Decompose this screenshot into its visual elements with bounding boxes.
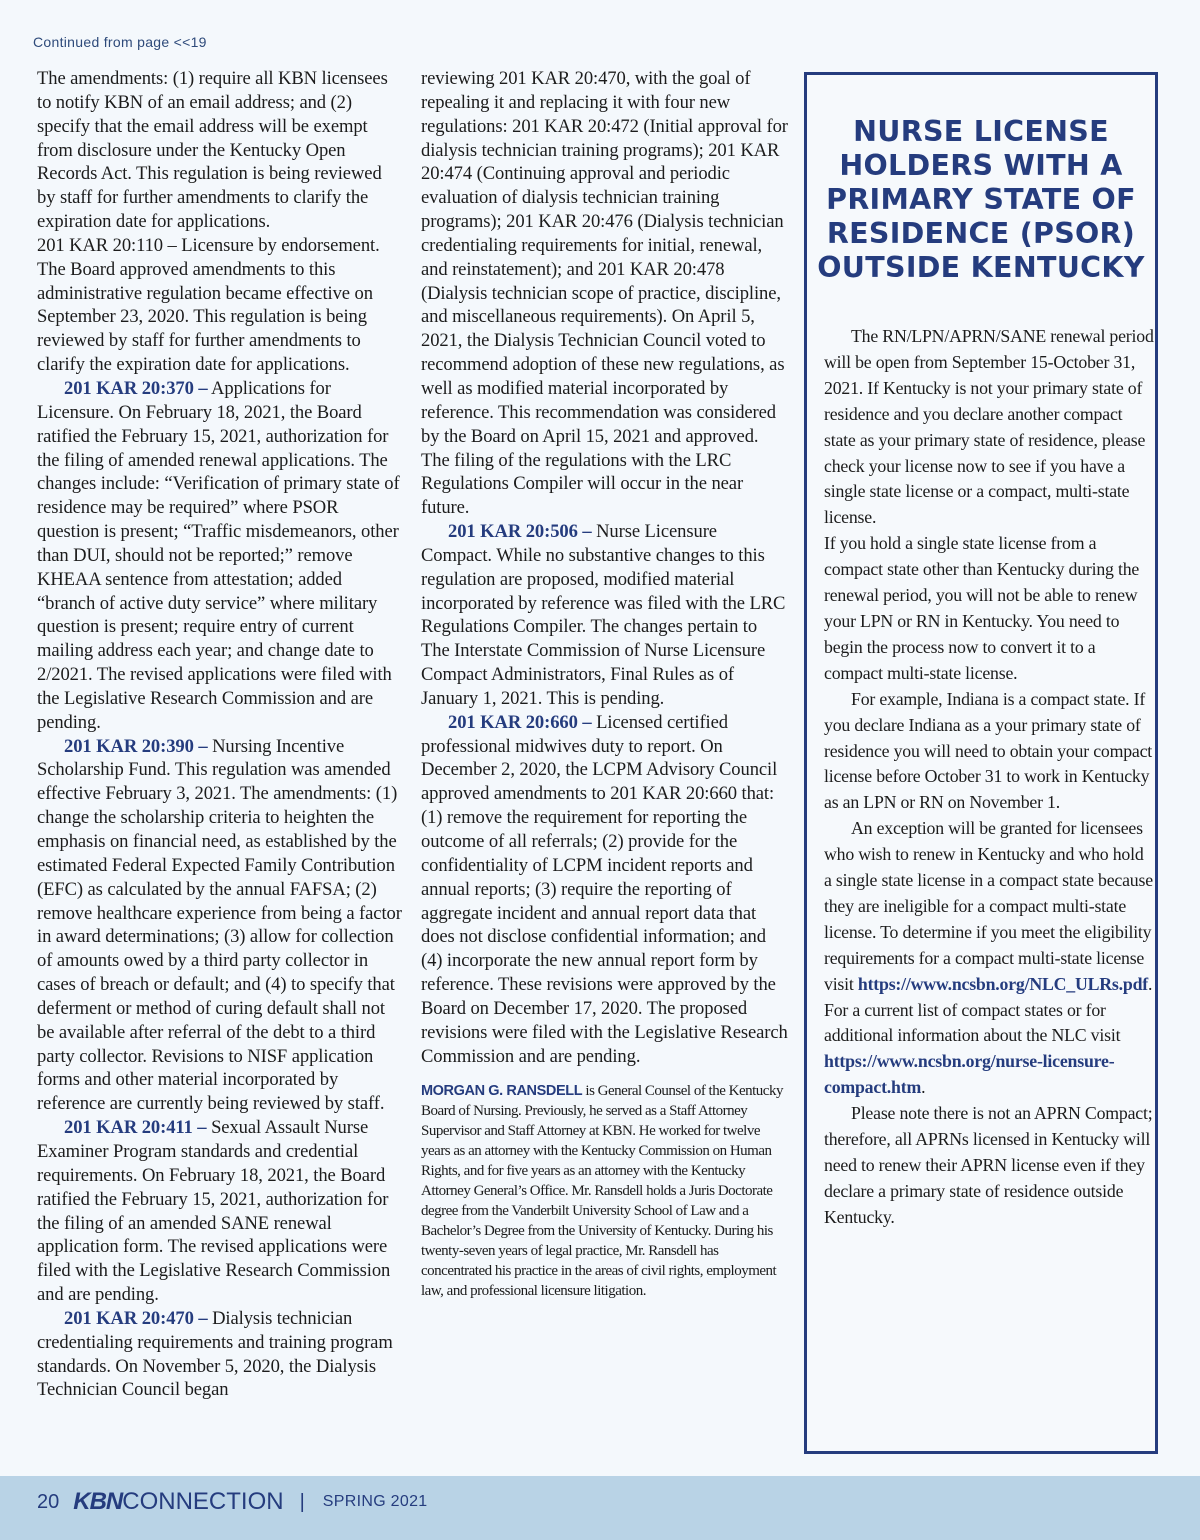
article-column-2: [421, 67, 789, 1301]
article-column-1: [37, 67, 402, 1402]
sidebar-title: NURSE LICENSE HOLDERS WITH A PRIMARY STATE OF RESIDENCE (PSOR) OUTSIDE KENTUCKY: [817, 115, 1145, 284]
ncsbn-ulrs-link[interactable]: https://www.ncsbn.org/NLC_ULRs.pdf: [857, 973, 1148, 994]
footer-separator: |: [299, 1490, 305, 1513]
logo-connection: CONNECTION: [122, 1488, 284, 1515]
sidebar-paragraph-aprn: Please note there is not an APRN Compact; therefore, all APRNs licensed in Kentucky will need to renew their APRN license even if they declare a primary state of residence outside Kentucky.: [824, 1103, 1153, 1227]
page-number: 20: [37, 1490, 60, 1513]
continued-from-note: Continued from page <<19: [33, 34, 207, 50]
exception-text: An exception will be granted for licensees who wish to renew in Kentucky and who hold a single state license in a compact state because they are ineligible for a compact multi-state license. To determine if you meet the eligibility requirements for a compact multi-state license visit: [824, 818, 1153, 994]
section-kar-20-370: [37, 377, 402, 735]
author-bio: [421, 1082, 789, 1301]
kar-20-660-text: Licensed certified professional midwives duty to report. On December 2, 2020, the LCPM Advisory Council approved amendments to 201 KAR 20:660 that: (1) remove the requirement for reporting the outcome of all referrals; (2) provide for the confidentiality of LCPM incident reports and annual reports; (3) require the reporting of aggregate incident and annual report data that does not disclose confidential information; and (4) incorporate the new annual report form by reference. These revisions were approved by the Board on December 17, 2020. The proposed revisions were filed with the Legislative Research Commission and are pending.: [421, 711, 788, 1067]
section-kar-20-390: [37, 735, 402, 1117]
sidebar-paragraph-renewal: The RN/LPN/APRN/SANE renewal period will be open from September 15-October 31, 2021. If Kentucky is not your primary state of residence and you declare another compact state as your primary state of residence, please check your license now to see if you have a single state license or a compact, multi-state license.: [824, 326, 1154, 528]
kar-20-506-text: Nurse Licensure Compact. While no substantive changes to this regulation are proposed, modified material incorporated by reference was filed with the LRC Regulations Compiler. The changes pertain to The Interstate Commission of Nurse Licensure Compact Administrators, Final Rules as of January 1, 2021. This is pending.: [421, 521, 786, 709]
kar-20-390-text: Nursing Incentive Scholarship Fund. This regulation was amended effective February 3, 2021. The amendments: (1) change the scholarship criteria to heighten the emphasis on financial need, as established by the estimated Federal Expected Family Contribution (EFC) as calculated by the annual FAFSA; (2) remove healthcare experience from being a factor in award determinations; (3) allow for collection of amounts owed by a third party collector in cases of breach or default; and (4) to specify that deferment or method of curing default shall not be available after referral of the debt to a third party collector. Revisions to NISF application forms and other material incorporated by reference are currently being reviewed by staff.: [37, 735, 402, 1115]
sidebar-paragraph-example: For example, Indiana is a compact state. If you declare Indiana as a your primary state of residence you will need to obtain your compact license before October 31 to work in Kentucky as an LPN or RN on November 1.: [824, 688, 1153, 813]
page-footer: [0, 1476, 1200, 1540]
paragraph-dialysis-continued: reviewing 201 KAR 20:470, with the goal of repealing it and replacing it with four new regulations: 201 KAR 20:472 (Initial approval for dialysis technician training programs); 201 KAR 20:474 (Continuing approval and periodic evaluation of dialysis technician training programs); 201 KAR 20:476 (Dialysis technician credentialing requirements for initial, renewal, and reinstatement); and 201 KAR 20:478 (Dialysis technician scope of practice, discipline, and miscellaneous requirements). On April 5, 2021, the Dialysis Technician Council voted to recommend adoption of these new regulations, as well as modified material incorporated by reference. This recommendation was considered by the Board on April 15, 2021 and approved. The filing of the regulations with the LRC Regulations Compiler will occur in the near future.: [421, 68, 788, 519]
paragraph-kar-20-110: 201 KAR 20:110 – Licensure by endorsement. The Board approved amendments to this administrative regulation became effective on September 23, 2020. This regulation is being reviewed by staff for further amendments to clarify the expiration date for applications.: [37, 234, 380, 376]
section-kar-20-411: [37, 1116, 402, 1307]
exception-text-continued: . For a current list of compact states or for additional information about the NLC visit: [824, 973, 1153, 1046]
kar-20-390-heading: 201 KAR 20:390 –: [64, 735, 208, 757]
issue-label: SPRING 2021: [322, 1493, 428, 1510]
sidebar-paragraph-single-state: If you hold a single state license from a compact state other than Kentucky during the renewal period, you will not be able to renew your LPN or RN in Kentucky. You need to begin the process now to convert it to a compact multi-state license.: [824, 533, 1140, 683]
kar-20-470-heading: 201 KAR 20:470 –: [64, 1307, 208, 1329]
kar-20-506-heading: 201 KAR 20:506 –: [448, 521, 592, 543]
author-name: MORGAN G. RANSDELL: [421, 1083, 583, 1100]
logo-kbn: KBN: [73, 1488, 123, 1515]
psor-sidebar-box: [804, 72, 1158, 1454]
kar-20-660-heading: 201 KAR 20:660 –: [448, 711, 592, 733]
exception-text-end: .: [921, 1077, 926, 1098]
author-bio-text: is General Counsel of the Kentucky Board of Nursing. Previously, he served as a Staff Attorney Supervisor and Staff Attorney at KBN. He worked for twelve years as an attorney with the Kentucky Commission on Human Rights, and for five years as an attorney with the Kentucky Attorney General’s Office. Mr. Ransdell holds a Juris Doctorate degree from the Vanderbilt University School of Law and a Bachelor’s Degree from the University of Kentucky. During his twenty-seven years of legal practice, Mr. Ransdell has concentrated his practice in the areas of civil rights, employment law, and professional licensure litigation.: [421, 1083, 783, 1299]
ncsbn-nlc-link[interactable]: https://www.ncsbn.org/nurse-licensure-compact.htm: [824, 1051, 1115, 1098]
footer-content: [37, 1488, 427, 1516]
kar-20-370-heading: 201 KAR 20:370 –: [64, 377, 208, 399]
kar-20-470-text: Dialysis technician credentialing requirements and training program standards. On November 5, 2020, the Dialysis Technician Council began: [37, 1307, 393, 1401]
kar-20-411-text: Sexual Assault Nurse Examiner Program standards and credential requirements. On February 18, 2021, the Board ratified the February 15, 2021, authorization for the filing of an amended SANE renewal application form. The revised applications were filed with the Legislative Research Commission and are pending.: [37, 1117, 391, 1306]
kar-20-370-text: Applications for Licensure. On February 18, 2021, the Board ratified the February 15, 2021, authorization for the filing of amended renewal applications. The changes include: “Verification of primary state of residence may be required” where PSOR question is present; “Traffic misdemeanors, other than DUI, should not be reported;” remove KHEAA sentence from attestation; added “branch of active duty service” where military question is present; require entry of current mailing address each year; and change date to 2/2021. The revised applications were filed with the Legislative Research Commission and are pending.: [37, 377, 400, 733]
paragraph-email-amendments: The amendments: (1) require all KBN licensees to notify KBN of an email address; and (2) specify that the email address will be exempt from disclosure under the Kentucky Open Records Act. This regulation is being reviewed by staff for further amendments to clarify the expiration date for applications.: [37, 68, 388, 233]
section-kar-20-470: [37, 1307, 402, 1402]
section-kar-20-660: [421, 711, 789, 1069]
sidebar-body: [824, 324, 1154, 1231]
sidebar-paragraph-exception: [824, 816, 1154, 1101]
section-kar-20-506: [421, 520, 789, 711]
kar-20-411-heading: 201 KAR 20:411 –: [64, 1117, 207, 1139]
